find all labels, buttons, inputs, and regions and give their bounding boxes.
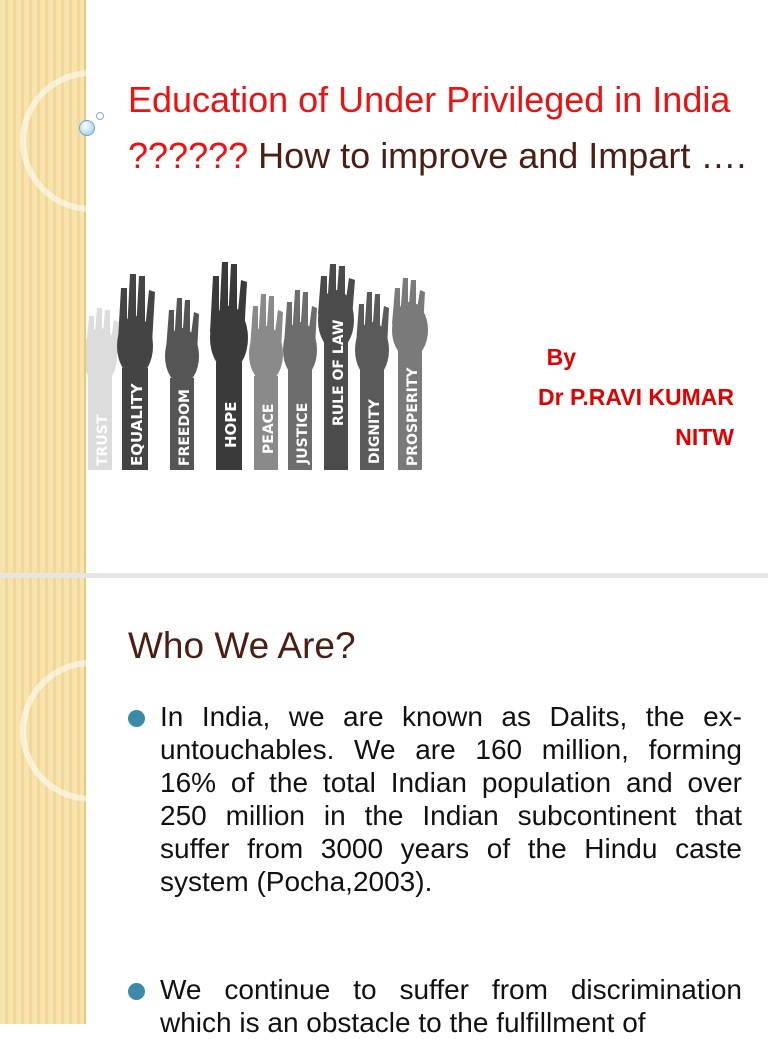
- label-peace: PEACE: [261, 403, 277, 454]
- raised-hands-image: [86, 258, 442, 470]
- label-dignity: DIGNITY: [367, 399, 383, 464]
- decorative-side-strip: [0, 578, 86, 1024]
- bullet-text-1: In India, we are known as Dalits, the ex-untouchables. We are 160 million, forming 16% of the total Indian population and over 250 million in the Indian subcontinent that suffer from 3000 years of the Hindu caste system (Pocha,2003).: [160, 701, 742, 897]
- title-brown-part: How to improve and Impart ….: [248, 135, 747, 176]
- slide-heading: Who We Are?: [128, 625, 356, 666]
- label-justice: JUSTICE: [295, 402, 311, 464]
- hand-dignity: [355, 292, 389, 470]
- bubble-ornament: [79, 120, 95, 136]
- slide-title: [128, 72, 748, 184]
- byline-author: Dr P.RAVI KUMAR: [538, 384, 734, 410]
- bullet-dot-icon: [128, 710, 145, 727]
- bullet-text-2: We continue to suffer from discrimination which is an obstacle to the fulfillment of: [160, 974, 742, 1038]
- hand-freedom: [165, 298, 199, 470]
- label-equality: EQUALITY: [128, 383, 146, 466]
- title-red-part: Education of Under Privileged in India ??????: [128, 79, 731, 176]
- hand-rule-of-law: [318, 264, 355, 470]
- hand-hope: [210, 262, 248, 470]
- byline-org: NITW: [675, 424, 734, 450]
- hand-trust: [86, 308, 119, 470]
- hand-peace: [249, 294, 283, 470]
- hand-prosperity: [392, 278, 428, 470]
- swirl-ornament: [20, 660, 162, 802]
- label-rule-of-law: RULE OF LAW: [331, 319, 347, 426]
- hand-equality: [117, 274, 155, 470]
- label-trust: TRUST: [95, 414, 111, 466]
- label-prosperity: PROSPERITY: [405, 367, 421, 466]
- bubble-ornament-small: [96, 112, 104, 120]
- hand-justice: [283, 290, 317, 470]
- label-freedom: FREEDOM: [177, 389, 193, 466]
- bullet-dot-icon: [128, 983, 145, 1000]
- label-hope: HOPE: [222, 401, 240, 448]
- byline-by: By: [546, 344, 576, 370]
